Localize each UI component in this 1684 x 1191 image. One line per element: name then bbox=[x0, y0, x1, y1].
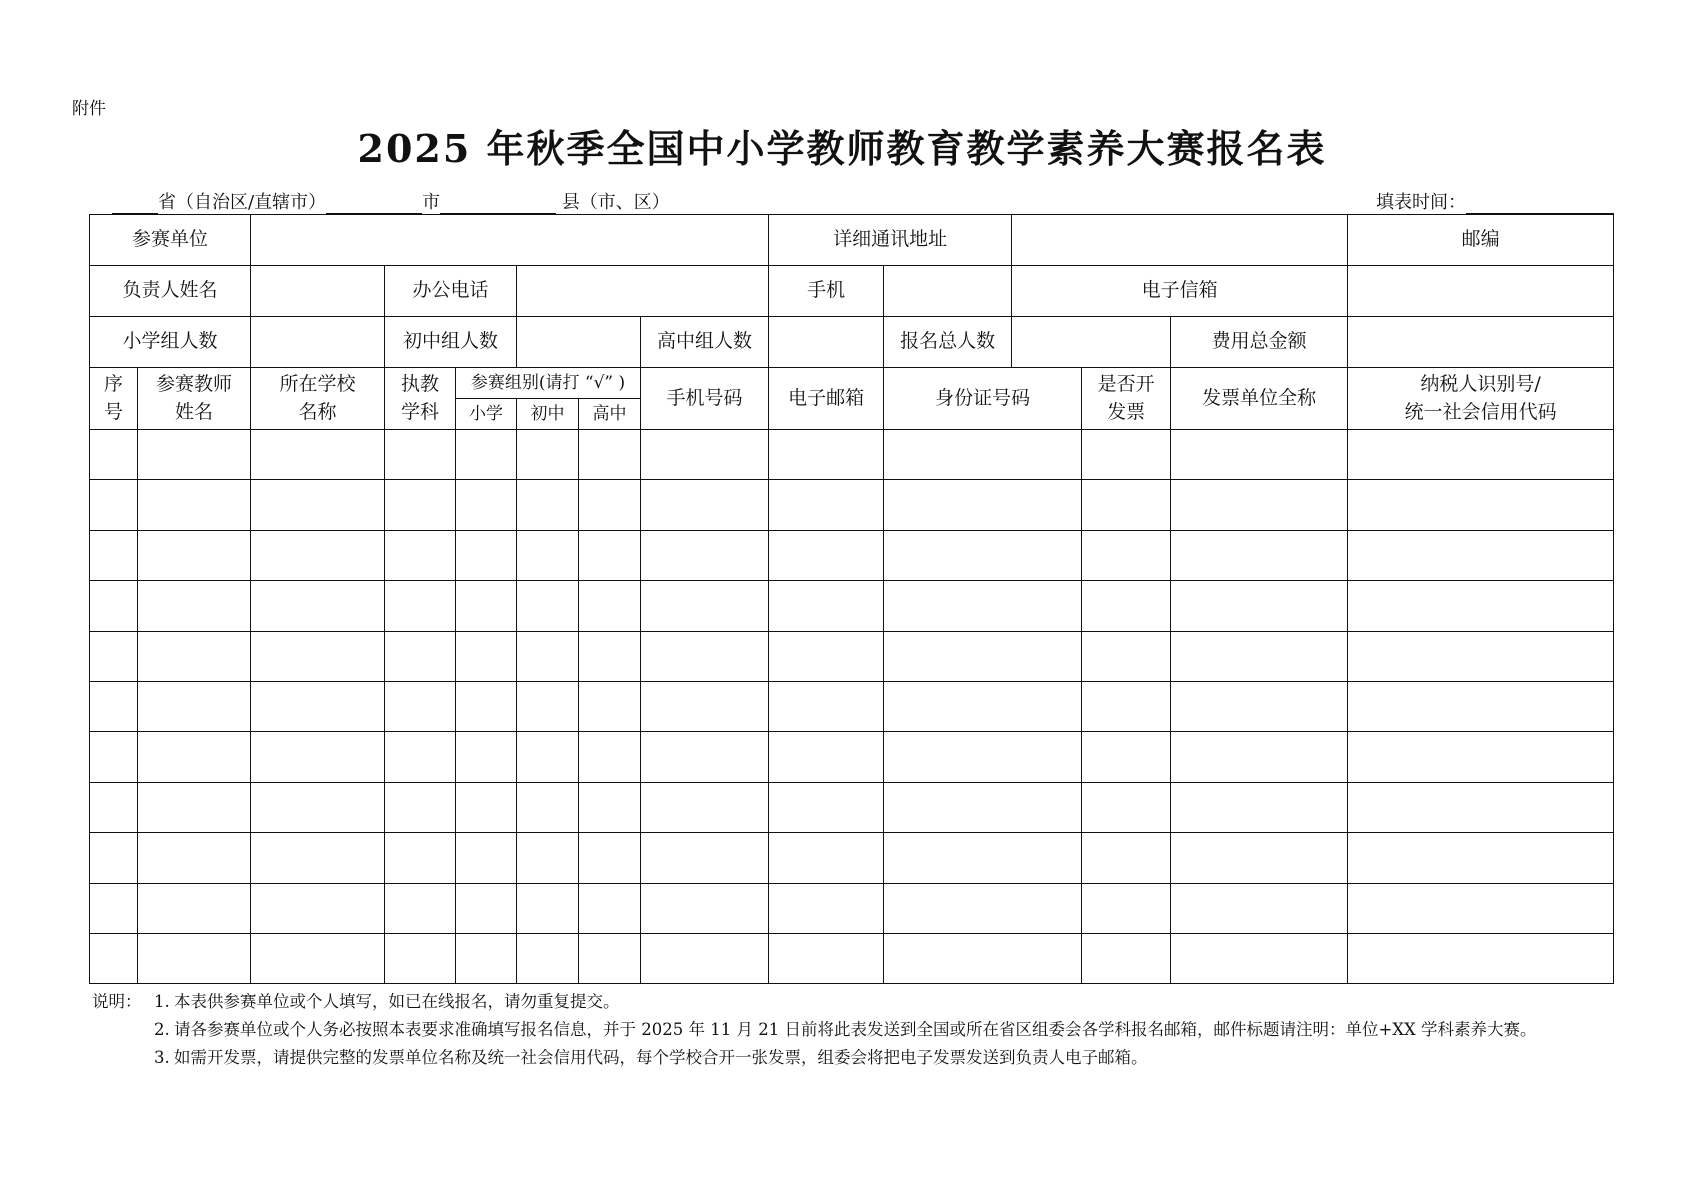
entry-cell[interactable] bbox=[1082, 430, 1171, 480]
entry-cell[interactable] bbox=[251, 833, 385, 883]
entry-cell[interactable] bbox=[1082, 681, 1171, 731]
note-number: 3. bbox=[154, 1048, 170, 1067]
entry-cell[interactable] bbox=[769, 530, 884, 580]
fill-time bbox=[1376, 188, 1614, 214]
entry-cell[interactable] bbox=[641, 732, 769, 782]
note-item bbox=[92, 1016, 1634, 1044]
entry-cell[interactable] bbox=[251, 581, 385, 631]
entry-cell[interactable] bbox=[641, 430, 769, 480]
entry-cell[interactable] bbox=[1348, 631, 1614, 681]
entry-cell[interactable] bbox=[769, 581, 884, 631]
entry-cell[interactable] bbox=[90, 933, 138, 983]
fill-time-label: 填表时间： bbox=[1376, 192, 1466, 213]
entry-cell[interactable] bbox=[517, 782, 579, 832]
entry-cell[interactable] bbox=[1348, 833, 1614, 883]
mobile-cell[interactable] bbox=[884, 266, 1012, 317]
entry-cell[interactable] bbox=[579, 782, 641, 832]
entry-cell[interactable] bbox=[90, 631, 138, 681]
entry-cell[interactable] bbox=[1348, 732, 1614, 782]
entry-cell[interactable] bbox=[1348, 933, 1614, 983]
entry-cell[interactable] bbox=[579, 480, 641, 530]
entry-cell[interactable] bbox=[1348, 883, 1614, 933]
notes bbox=[92, 988, 1634, 1072]
entry-cell[interactable] bbox=[138, 782, 251, 832]
total-fee-label: 费用总金额 bbox=[1171, 317, 1348, 368]
entry-cell[interactable] bbox=[251, 732, 385, 782]
senior-count-cell[interactable] bbox=[769, 317, 884, 368]
entry-cell[interactable] bbox=[579, 681, 641, 731]
attachment-label: 附件 bbox=[72, 99, 106, 119]
entry-cell[interactable] bbox=[579, 933, 641, 983]
entry-cell[interactable] bbox=[1171, 883, 1348, 933]
note-item bbox=[92, 988, 1634, 1016]
entry-cell[interactable] bbox=[579, 581, 641, 631]
total-fee-cell[interactable] bbox=[1348, 317, 1614, 368]
email-cell[interactable] bbox=[1348, 266, 1614, 317]
entry-cell[interactable] bbox=[1171, 681, 1348, 731]
county-label: 县（市、区） bbox=[561, 192, 670, 213]
entry-cell[interactable] bbox=[769, 933, 884, 983]
entry-cell[interactable] bbox=[251, 631, 385, 681]
entry-cell[interactable] bbox=[1082, 883, 1171, 933]
entry-cell[interactable] bbox=[1082, 530, 1171, 580]
entry-cell[interactable] bbox=[1171, 530, 1348, 580]
entry-cell[interactable] bbox=[1348, 530, 1614, 580]
phone-header: 手机号码 bbox=[641, 368, 769, 430]
province-label: 省（自治区/直辖市） bbox=[158, 192, 327, 213]
table-row bbox=[90, 883, 1614, 933]
entry-cell[interactable] bbox=[456, 782, 517, 832]
group-primary-header: 小学 bbox=[456, 399, 517, 430]
email-header: 电子邮箱 bbox=[769, 368, 884, 430]
entry-cell[interactable] bbox=[90, 530, 138, 580]
entry-cell[interactable] bbox=[769, 631, 884, 681]
entry-cell[interactable] bbox=[251, 883, 385, 933]
junior-count-cell[interactable] bbox=[517, 317, 641, 368]
note-number: 1. bbox=[154, 992, 170, 1011]
entry-cell[interactable] bbox=[385, 430, 456, 480]
group-header: 参赛组别(请打 “√” ) bbox=[456, 368, 641, 399]
entry-cell[interactable] bbox=[90, 681, 138, 731]
entry-cell[interactable] bbox=[517, 732, 579, 782]
entry-cell[interactable] bbox=[385, 883, 456, 933]
entry-cell[interactable] bbox=[1171, 732, 1348, 782]
entry-cell[interactable] bbox=[579, 732, 641, 782]
note-item bbox=[92, 1044, 1634, 1072]
entry-cell[interactable] bbox=[1171, 581, 1348, 631]
tax-id-header-line1: 纳税人识别号/ bbox=[1420, 372, 1541, 395]
entry-cell[interactable] bbox=[884, 732, 1082, 782]
entry-cell[interactable] bbox=[1082, 933, 1171, 983]
entry-cell[interactable] bbox=[769, 883, 884, 933]
entry-cell[interactable] bbox=[641, 631, 769, 681]
entry-cell[interactable] bbox=[385, 530, 456, 580]
entry-cell[interactable] bbox=[90, 430, 138, 480]
entry-cell[interactable] bbox=[456, 732, 517, 782]
senior-count-label: 高中组人数 bbox=[641, 317, 769, 368]
total-count-cell[interactable] bbox=[1012, 317, 1171, 368]
entry-cell[interactable] bbox=[641, 933, 769, 983]
entry-cell[interactable] bbox=[456, 430, 517, 480]
entry-cell[interactable] bbox=[641, 530, 769, 580]
entry-cell[interactable] bbox=[517, 833, 579, 883]
entry-rows bbox=[90, 430, 1614, 984]
entry-cell[interactable] bbox=[1171, 782, 1348, 832]
group-junior-header: 初中 bbox=[517, 399, 579, 430]
region-line bbox=[112, 188, 670, 214]
entry-cell[interactable] bbox=[579, 883, 641, 933]
entry-cell[interactable] bbox=[456, 833, 517, 883]
entry-cell[interactable] bbox=[1082, 480, 1171, 530]
registration-table bbox=[89, 214, 1614, 984]
entry-cell[interactable] bbox=[251, 933, 385, 983]
entry-cell[interactable] bbox=[251, 782, 385, 832]
entry-cell[interactable] bbox=[884, 530, 1082, 580]
office-phone-cell[interactable] bbox=[517, 266, 769, 317]
entry-cell[interactable] bbox=[884, 430, 1082, 480]
form-title: 2025 年秋季全国中小学教师教育教学素养大赛报名表 bbox=[357, 126, 1327, 171]
entry-cell[interactable] bbox=[138, 681, 251, 731]
email-label: 电子信箱 bbox=[1012, 266, 1348, 317]
entry-cell[interactable] bbox=[90, 833, 138, 883]
entry-cell[interactable] bbox=[138, 530, 251, 580]
entry-cell[interactable] bbox=[456, 480, 517, 530]
entry-cell[interactable] bbox=[641, 883, 769, 933]
entry-cell[interactable] bbox=[884, 681, 1082, 731]
entry-cell[interactable] bbox=[251, 480, 385, 530]
entry-cell[interactable] bbox=[1082, 782, 1171, 832]
subject-header-line2: 学科 bbox=[401, 400, 440, 423]
entry-cell[interactable] bbox=[884, 883, 1082, 933]
entry-cell[interactable] bbox=[138, 631, 251, 681]
entry-cell[interactable] bbox=[138, 833, 251, 883]
invoice-header bbox=[1082, 368, 1171, 430]
entry-cell[interactable] bbox=[1348, 782, 1614, 832]
table-row bbox=[90, 833, 1614, 883]
school-header bbox=[251, 368, 385, 430]
entry-cell[interactable] bbox=[769, 480, 884, 530]
address-cell[interactable] bbox=[1012, 215, 1348, 266]
teacher-header-line2: 姓名 bbox=[175, 400, 214, 423]
entry-cell[interactable] bbox=[884, 631, 1082, 681]
table-row bbox=[90, 430, 1614, 480]
seq-header-line1: 序 bbox=[103, 372, 123, 395]
entry-cell[interactable] bbox=[884, 581, 1082, 631]
table-row bbox=[90, 933, 1614, 983]
entry-cell[interactable] bbox=[884, 782, 1082, 832]
entry-cell[interactable] bbox=[251, 681, 385, 731]
entry-cell[interactable] bbox=[641, 681, 769, 731]
entry-cell[interactable] bbox=[385, 581, 456, 631]
entry-cell[interactable] bbox=[90, 883, 138, 933]
entry-cell[interactable] bbox=[385, 681, 456, 731]
entry-cell[interactable] bbox=[1348, 681, 1614, 731]
entry-cell[interactable] bbox=[579, 530, 641, 580]
entry-cell[interactable] bbox=[769, 732, 884, 782]
notes-lead: 说明： bbox=[92, 992, 142, 1011]
id-number-header: 身份证号码 bbox=[884, 368, 1082, 430]
tax-id-header-line2: 统一社会信用代码 bbox=[1404, 400, 1557, 423]
header-row-1 bbox=[90, 368, 1614, 399]
entry-cell[interactable] bbox=[1171, 631, 1348, 681]
county-blank[interactable] bbox=[440, 195, 556, 214]
entry-cell[interactable] bbox=[385, 732, 456, 782]
teacher-header bbox=[138, 368, 251, 430]
table-row bbox=[90, 681, 1614, 731]
unit-label: 参赛单位 bbox=[90, 215, 251, 266]
school-header-line1: 所在学校 bbox=[279, 372, 356, 395]
entry-cell[interactable] bbox=[456, 631, 517, 681]
city-label: 市 bbox=[422, 192, 441, 213]
teacher-header-line1: 参赛教师 bbox=[156, 372, 233, 395]
office-phone-label: 办公电话 bbox=[385, 266, 517, 317]
entry-cell[interactable] bbox=[138, 883, 251, 933]
entry-cell[interactable] bbox=[641, 782, 769, 832]
entry-cell[interactable] bbox=[884, 933, 1082, 983]
entry-cell[interactable] bbox=[769, 782, 884, 832]
entry-cell[interactable] bbox=[456, 530, 517, 580]
entry-cell[interactable] bbox=[641, 480, 769, 530]
entry-cell[interactable] bbox=[884, 480, 1082, 530]
entry-cell[interactable] bbox=[138, 732, 251, 782]
entry-cell[interactable] bbox=[579, 833, 641, 883]
city-blank[interactable] bbox=[326, 195, 422, 214]
entry-cell[interactable] bbox=[1348, 581, 1614, 631]
total-count-label: 报名总人数 bbox=[884, 317, 1012, 368]
table-row bbox=[90, 581, 1614, 631]
entry-cell[interactable] bbox=[1171, 430, 1348, 480]
entry-cell[interactable] bbox=[884, 833, 1082, 883]
invoice-header-line1: 是否开 bbox=[1097, 372, 1155, 395]
address-label: 详细通讯地址 bbox=[769, 215, 1012, 266]
primary-count-cell[interactable] bbox=[251, 317, 385, 368]
entry-cell[interactable] bbox=[138, 581, 251, 631]
entry-cell[interactable] bbox=[1082, 833, 1171, 883]
entry-cell[interactable] bbox=[517, 681, 579, 731]
note-text: 本表供参赛单位或个人填写，如已在线报名，请勿重复提交。 bbox=[174, 992, 620, 1011]
entry-cell[interactable] bbox=[517, 631, 579, 681]
entry-cell[interactable] bbox=[769, 681, 884, 731]
subject-header bbox=[385, 368, 456, 430]
entry-cell[interactable] bbox=[1171, 833, 1348, 883]
entry-cell[interactable] bbox=[769, 430, 884, 480]
primary-count-label: 小学组人数 bbox=[90, 317, 251, 368]
leader-name-cell[interactable] bbox=[251, 266, 385, 317]
entry-cell[interactable] bbox=[1082, 581, 1171, 631]
entry-cell[interactable] bbox=[385, 933, 456, 983]
table-row bbox=[90, 530, 1614, 580]
mobile-label: 手机 bbox=[769, 266, 884, 317]
entry-cell[interactable] bbox=[456, 883, 517, 933]
entry-cell[interactable] bbox=[90, 581, 138, 631]
entry-cell[interactable] bbox=[579, 631, 641, 681]
seq-header-line2: 号 bbox=[103, 400, 123, 423]
entry-cell[interactable] bbox=[641, 833, 769, 883]
province-blank[interactable] bbox=[112, 195, 158, 214]
entry-cell[interactable] bbox=[385, 782, 456, 832]
postcode-label: 邮编 bbox=[1348, 215, 1614, 266]
info-row-counts bbox=[90, 317, 1614, 368]
info-row-unit bbox=[90, 215, 1614, 266]
table-row bbox=[90, 732, 1614, 782]
entry-cell[interactable] bbox=[1348, 480, 1614, 530]
subject-header-line1: 执教 bbox=[401, 372, 440, 395]
table-row bbox=[90, 480, 1614, 530]
entry-cell[interactable] bbox=[251, 530, 385, 580]
entry-cell[interactable] bbox=[385, 833, 456, 883]
entry-cell[interactable] bbox=[517, 933, 579, 983]
entry-cell[interactable] bbox=[517, 480, 579, 530]
entry-cell[interactable] bbox=[138, 933, 251, 983]
entry-cell[interactable] bbox=[517, 581, 579, 631]
invoice-header-line2: 发票 bbox=[1107, 400, 1146, 423]
entry-cell[interactable] bbox=[456, 581, 517, 631]
entry-cell[interactable] bbox=[385, 480, 456, 530]
seq-header bbox=[90, 368, 138, 430]
entry-cell[interactable] bbox=[90, 732, 138, 782]
leader-name-label: 负责人姓名 bbox=[90, 266, 251, 317]
entry-cell[interactable] bbox=[138, 480, 251, 530]
fill-time-blank[interactable] bbox=[1466, 195, 1614, 214]
note-number: 2. bbox=[154, 1020, 170, 1039]
entry-cell[interactable] bbox=[579, 430, 641, 480]
entry-cell[interactable] bbox=[385, 631, 456, 681]
junior-count-label: 初中组人数 bbox=[385, 317, 517, 368]
entry-cell[interactable] bbox=[517, 883, 579, 933]
entry-cell[interactable] bbox=[1082, 631, 1171, 681]
entry-cell[interactable] bbox=[90, 782, 138, 832]
tax-id-header bbox=[1348, 368, 1614, 430]
info-row-leader bbox=[90, 266, 1614, 317]
table-row bbox=[90, 631, 1614, 681]
entry-cell[interactable] bbox=[769, 833, 884, 883]
entry-cell[interactable] bbox=[251, 430, 385, 480]
school-header-line2: 名称 bbox=[298, 400, 337, 423]
note-text: 如需开发票，请提供完整的发票单位名称及统一社会信用代码，每个学校合开一张发票，组委会将把电子发票发送到负责人电子邮箱。 bbox=[174, 1048, 1148, 1067]
entry-cell[interactable] bbox=[1348, 430, 1614, 480]
entry-cell[interactable] bbox=[90, 480, 138, 530]
entry-cell[interactable] bbox=[138, 430, 251, 480]
note-text: 请各参赛单位或个人务必按照本表要求准确填写报名信息，并于 2025 年 11 月 21 日前将此表发送到全国或所在省区组委会各学科报名邮箱，邮件标题请注明：单位+XX 学科素养大赛。 bbox=[174, 1020, 1537, 1039]
entry-cell[interactable] bbox=[1171, 933, 1348, 983]
unit-cell[interactable] bbox=[251, 215, 769, 266]
table-row bbox=[90, 782, 1614, 832]
entry-cell[interactable] bbox=[1082, 732, 1171, 782]
entry-cell[interactable] bbox=[456, 681, 517, 731]
entry-cell[interactable] bbox=[1171, 480, 1348, 530]
entry-cell[interactable] bbox=[456, 933, 517, 983]
invoice-unit-header: 发票单位全称 bbox=[1171, 368, 1348, 430]
entry-cell[interactable] bbox=[517, 430, 579, 480]
entry-cell[interactable] bbox=[641, 581, 769, 631]
group-senior-header: 高中 bbox=[579, 399, 641, 430]
entry-cell[interactable] bbox=[517, 530, 579, 580]
